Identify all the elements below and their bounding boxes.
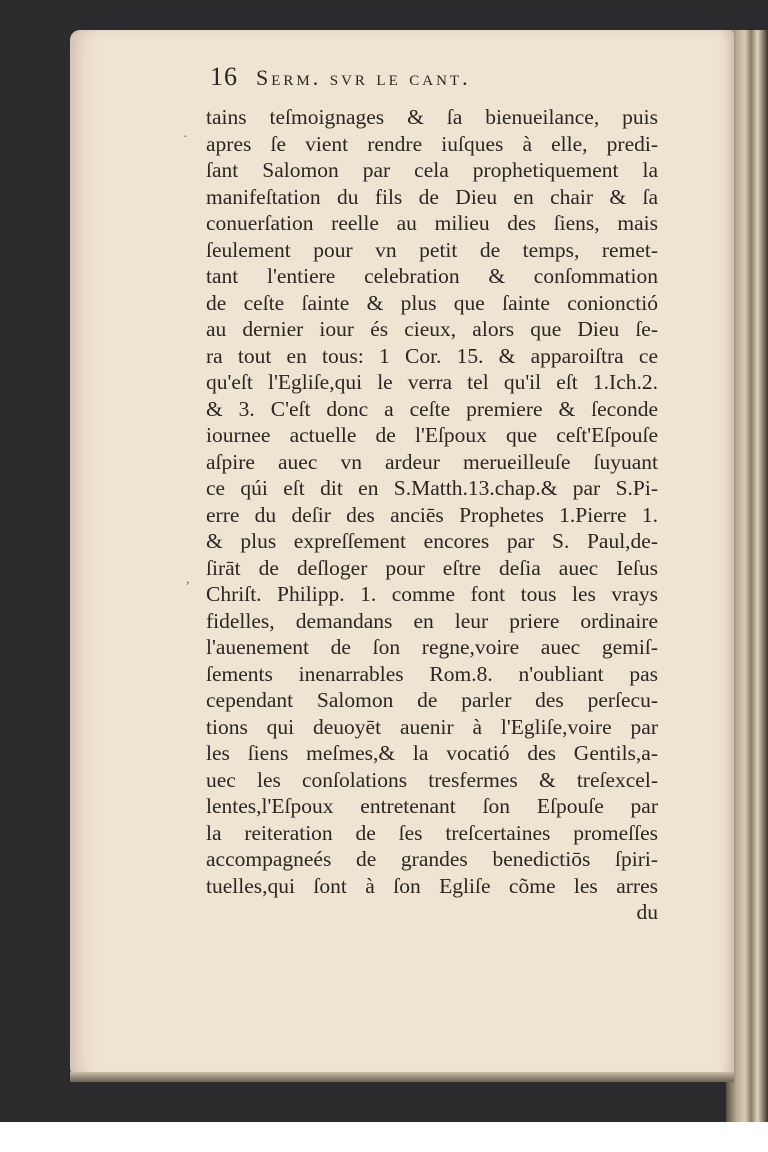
text-line: Chriſt. Philipp. 1. comme font tous les vrays (206, 582, 658, 606)
text-line: uec les conſolations tresfermes & treſexcel- (206, 767, 658, 792)
text-line: conuerſation reelle au milieu des ſiens, mais (206, 211, 658, 235)
text-line: ſirāt de deſloger pour eſtre deſia auec Ieſus (206, 555, 658, 580)
text-line: manifeſtation du fils de Dieu en chair & ſa (206, 184, 658, 209)
text-line: apres ſe vient rendre iuſques à elle, predi- (206, 131, 658, 156)
page-bottom-edge (70, 1072, 734, 1082)
text-line: lentes,l'Eſpoux entretenant ſon Eſpouſe par (206, 794, 658, 818)
margin-dot: · (183, 130, 188, 145)
text-line: ſements inenarrables Rom.8. n'oubliant pas (206, 661, 658, 686)
margin-mark: , (186, 572, 190, 587)
text-line: cependant Salomon de parler des perſecu- (206, 688, 658, 712)
text-line: fidelles, demandans en leur priere ordinaire (206, 608, 658, 633)
text-line: tains teſmoignages & ſa bienueilance, puis (206, 105, 658, 129)
page-number: 16 (210, 62, 238, 91)
text-line: de ceſte ſainte & plus que ſainte conionctió (206, 290, 658, 315)
text-line: erre du deſir des anciēs Prophetes 1.Pierre 1. (206, 502, 658, 527)
text-line: la reiteration de ſes treſcertaines promeſſes (206, 820, 658, 845)
text-line: ra tout en tous: 1 Cor. 15. & apparoiſtra ce (206, 343, 658, 368)
text-line: & plus expreſſement encores par S. Paul,de- (206, 529, 658, 553)
catchword: du (636, 900, 658, 924)
text-line: ce qúi eſt dit en S.Matth.13.chap.& par S.Pi- (206, 476, 658, 500)
text-line: l'auenement de ſon regne,voire auec gemiſ- (206, 635, 658, 659)
text-line: tuelles,qui ſont à ſon Egliſe cõme les arres (206, 873, 658, 898)
text-line: qu'eſt l'Egliſe,qui le verra tel qu'il eſt 1.Ich.2. (206, 370, 658, 394)
text-line: tant l'entiere celebration & conſommation (206, 264, 658, 288)
text-line: accompagneés de grandes benedictiōs ſpiri- (206, 847, 658, 871)
text-line: au dernier iour és cieux, alors que Dieu ſe- (206, 317, 658, 341)
text-line: tions qui deuoyēt auenir à l'Egliſe,voire par (206, 714, 658, 739)
text-line: aſpire auec vn ardeur merueilleuſe ſuyuant (206, 449, 658, 474)
page-header (210, 62, 660, 102)
text-line: iournee actuelle de l'Eſpoux que ceſt'Eſpouſe (206, 423, 658, 447)
text-line: ſant Salomon par cela prophetiquement la (206, 158, 658, 182)
text-line: ſeulement pour vn petit de temps, remet- (206, 237, 658, 262)
running-title: Serm. svr le cant. (256, 65, 471, 90)
body-text (206, 104, 658, 926)
text-line: les ſiens meſmes,& la vocatió des Gentils,a- (206, 741, 658, 765)
text-line: & 3. C'eſt donc a ceſte premiere & ſeconde (206, 396, 658, 421)
